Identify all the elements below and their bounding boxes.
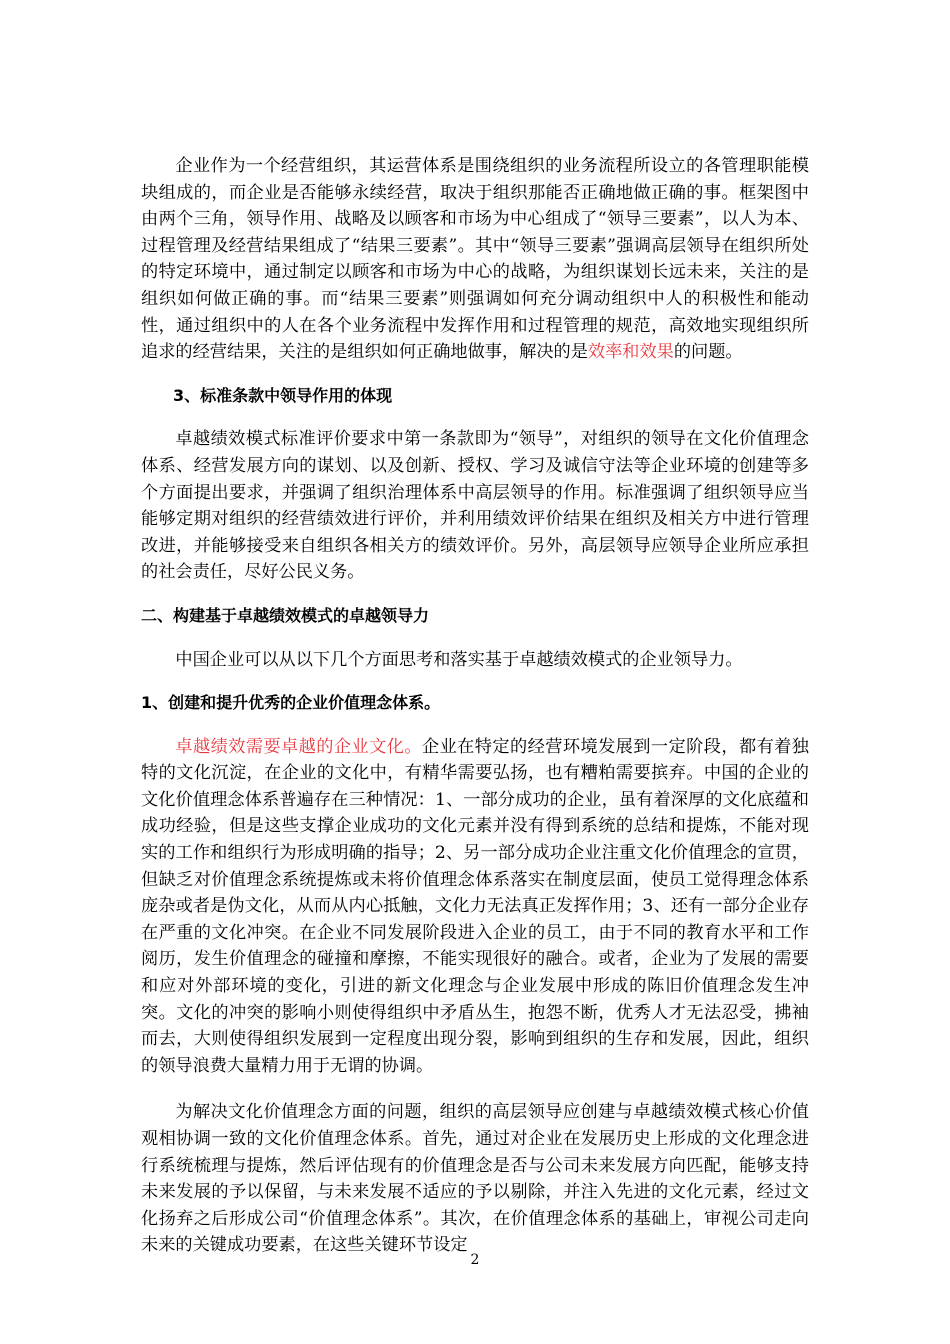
page-number: 2: [470, 1252, 480, 1268]
chapter-heading-2: 二、构建基于卓越绩效模式的卓越领导力: [141, 605, 430, 625]
highlighted-text: 效率和效果: [587, 342, 674, 363]
paragraph-standard-clause: 卓越绩效模式标准评价要求中第一条款即为“领导”，对组织的领导在文化价值理念体系、经营发展方向的谋划、以及创新、授权、学习及诚信守法等企业环境的创建等多个方面提出要求，并强调了组织治理体系中高层领导的作用。标准强调了组织领导应当能够定期对组织的经营绩效进行评价，并利用绩效评价结果在组织及相关方中进行管理改进，并能够接受来自组织各相关方的绩效评价。另外，高层领导应领导企业所应承担的社会责任，尽好公民义务。: [141, 429, 809, 583]
paragraph-text: 的问题。: [673, 342, 743, 363]
paragraph-intro: 中国企业可以从以下几个方面思考和落实基于卓越绩效模式的企业领导力。: [175, 649, 743, 670]
highlighted-text: 卓越绩效需要卓越的企业文化。: [175, 736, 422, 757]
paragraph-value-system: 为解决文化价值理念方面的问题，组织的高层领导应创建与卓越绩效模式核心价值观相协调一致的文化价值理念体系。首先，通过对企业在发展历史上形成的文化理念进行系统梳理与提炼，然后评估现有的价值理念是否与公司未来发展方向匹配，能够支持未来发展的予以保留，与未来发展不适应的予以剔除，并注入先进的文化元素，经过文化扬弃之后形成公司“价值理念体系”。其次，在价值理念体系的基础上，审视公司走向未来的关键成功要素，在这些关键环节设定: [141, 1102, 809, 1256]
section-heading-3: 3、标准条款中领导作用的体现: [173, 385, 393, 405]
document-body: [141, 153, 809, 1259]
section-heading-1: 1、创建和提升优秀的企业价值理念体系。: [141, 693, 441, 713]
paragraph-culture: [141, 734, 809, 1080]
paragraph-text: 企业作为一个经营组织，其运营体系是围绕组织的业务流程所设立的各管理职能模块组成的，而企业是否能够永续经营，取决于组织那能否正确地做正确的事。框架图中由两个三角，领导作用、战略及以顾客和市场为中心组成了“领导三要素”，以人为本、过程管理及经营结果组成了“结果三要素”。其中“领导三要素”强调高层领导在组织所处的特定环境中，通过制定以顾客和市场为中心的战略，为组织谋划长远未来，关注的是组织如何做正确的事。而“结果三要素”则强调如何充分调动组织中人的积极性和能动性，通过组织中的人在各个业务流程中发挥作用和过程管理的规范，高效地实现组织所追求的经营结果，关注的是组织如何正确地做事，解决的是: [141, 156, 809, 363]
paragraph-text: 企业在特定的经营环境发展到一定阶段，都有着独特的文化沉淀，在企业的文化中，有精华需要弘扬，也有糟粕需要摈弃。中国的企业的文化价值理念体系普遍存在三种情况：1、一部分成功的企业，虽有着深厚的文化底蕴和成功经验，但是这些支撑企业成功的文化元素并没有得到系统的总结和提炼，不能对现实的工作和组织行为形成明确的指导；2、另一部分成功企业注重文化价值理念的宣贯，但缺乏对价值理念系统提炼或未将价值理念体系落实在制度层面，使员工觉得理念体系庞杂或者是伪文化，从而从内心抵触，文化力无法真正发挥作用；3、还有一部分企业存在严重的文化冲突。在企业不同发展阶段进入企业的员工，由于不同的教育水平和工作阅历，发生价值理念的碰撞和摩擦，不能实现很好的融合。或者，企业为了发展的需要和应对外部环境的变化，引进的新文化理念与企业发展中形成的陈旧价值理念发生冲突。文化的冲突的影响小则使得组织中矛盾丛生，抱怨不断，优秀人才无法忍受，拂袖而去，大则使得组织发展到一定程度出现分裂，影响到组织的生存和发展，因此，组织的领导浪费大量精力用于无谓的协调。: [141, 736, 809, 1076]
paragraph-leadership-framework: [141, 153, 809, 366]
